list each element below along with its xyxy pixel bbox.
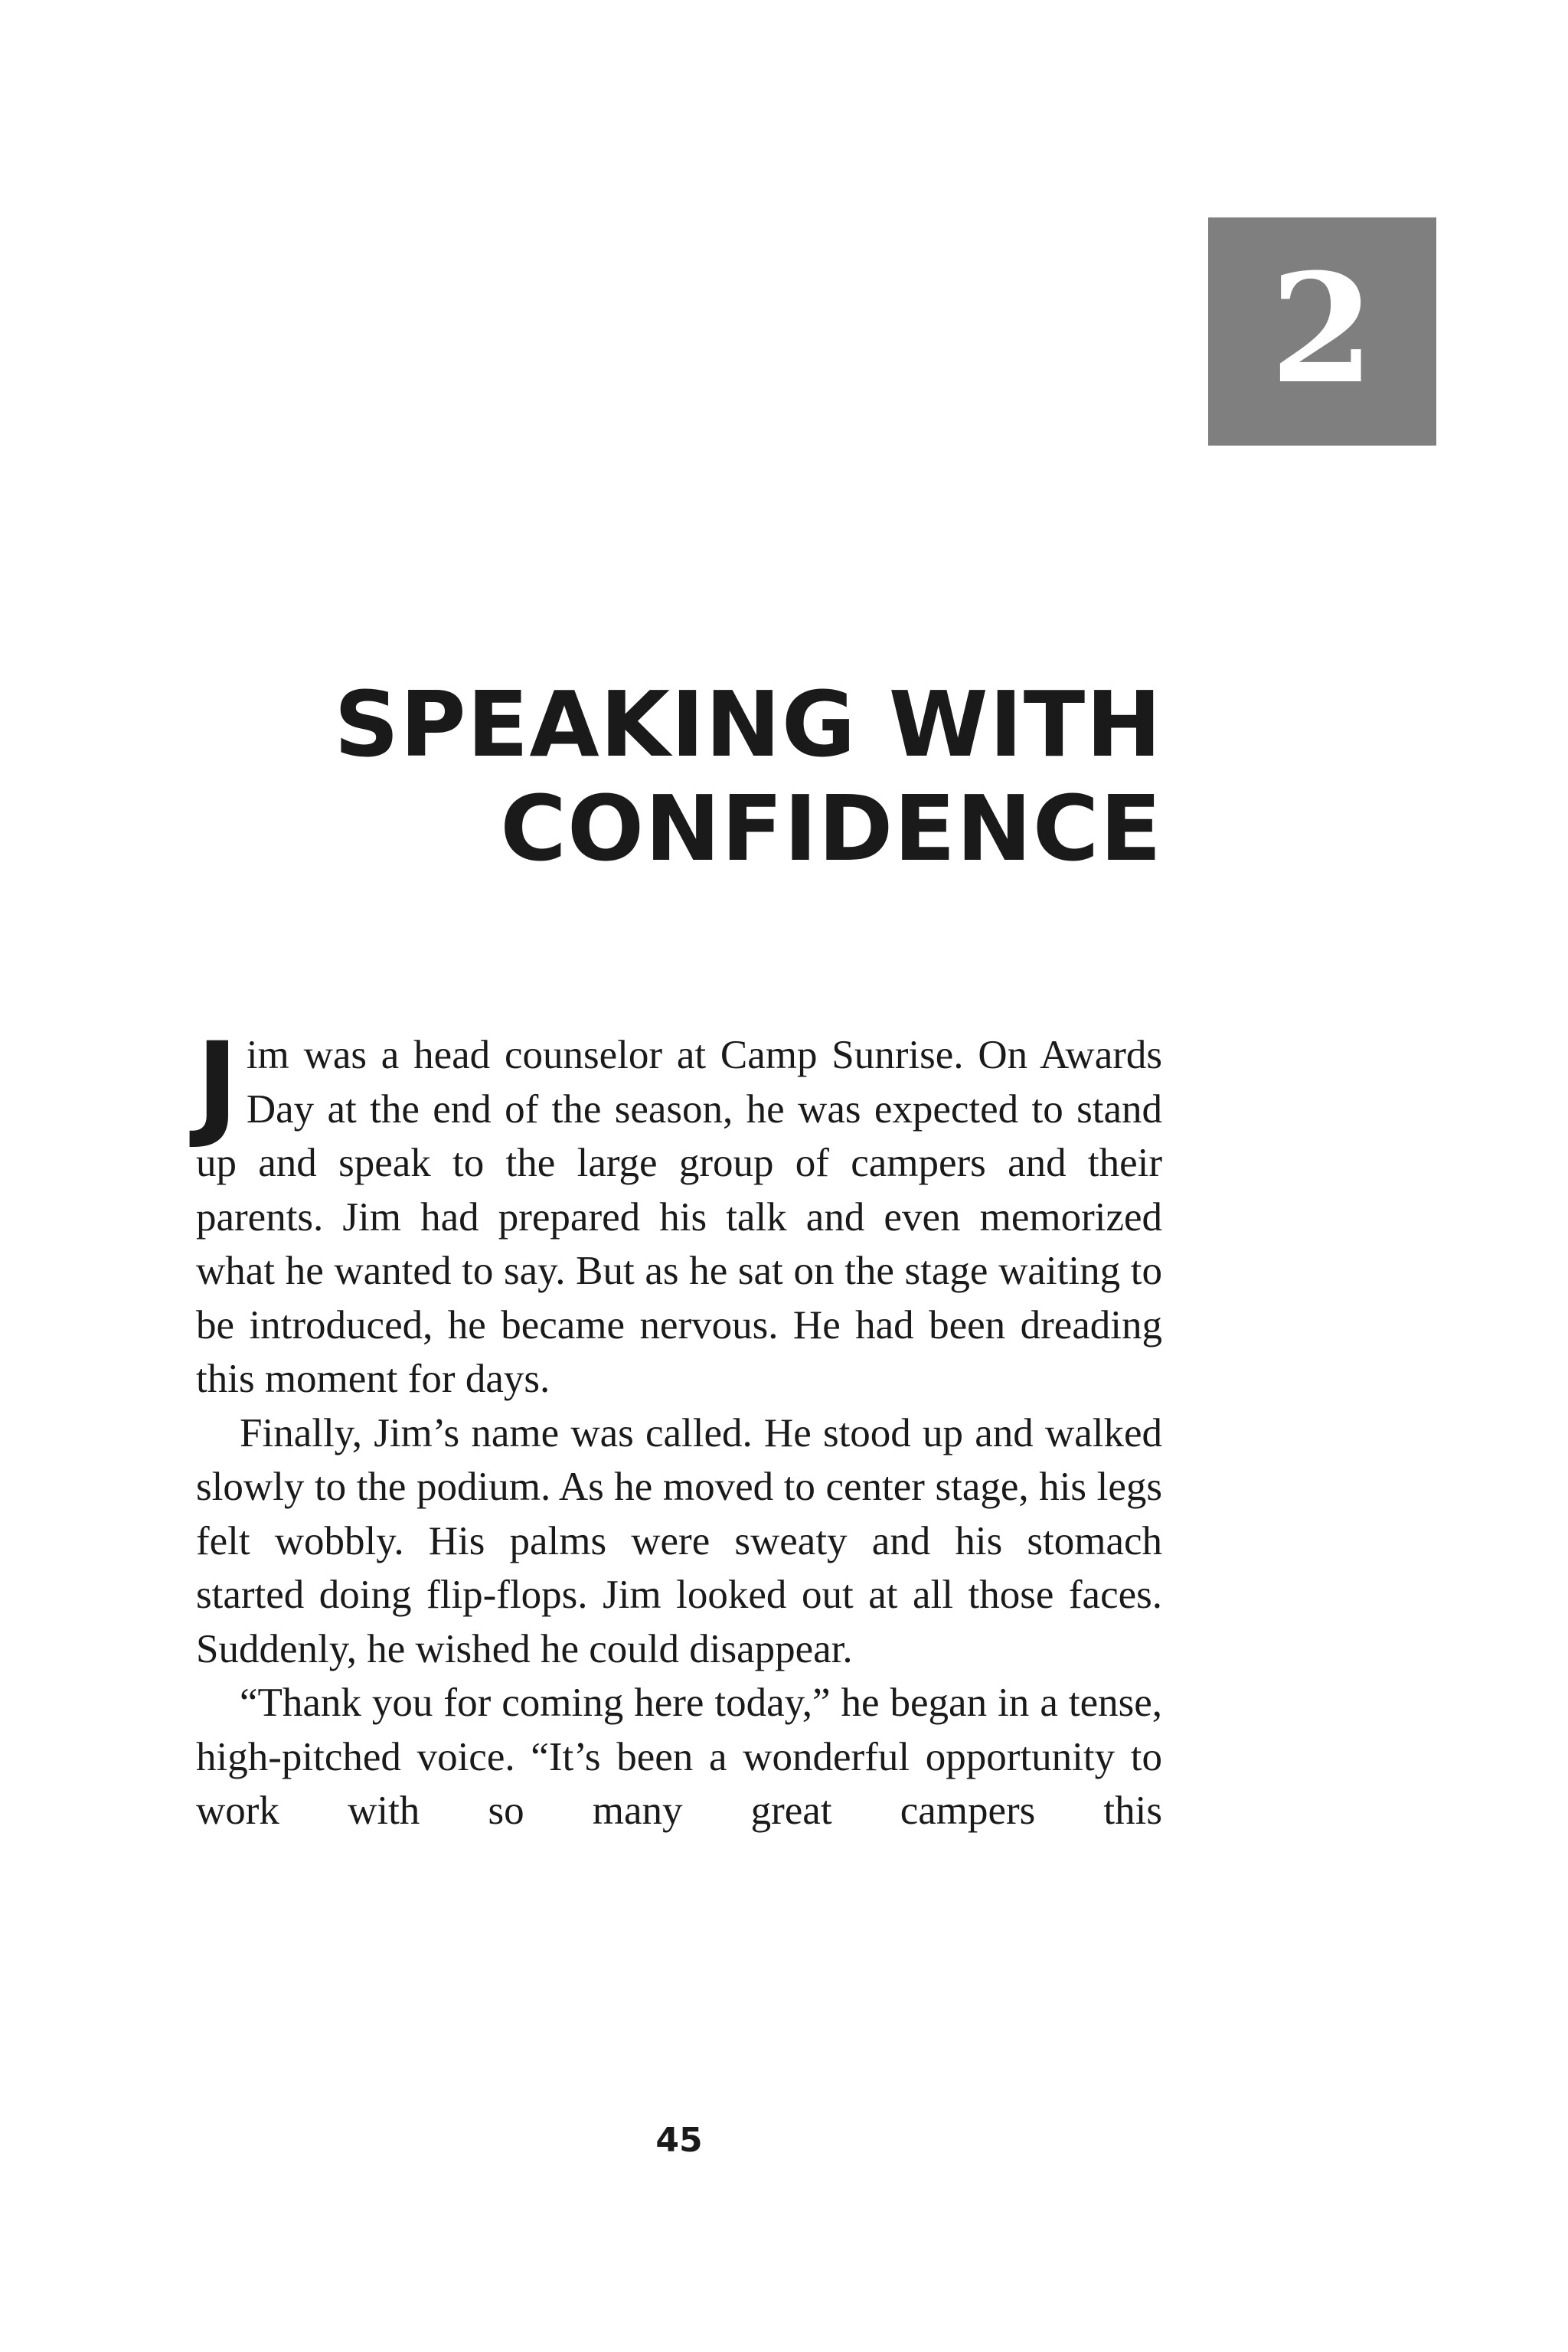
page-number: 45 (655, 2121, 703, 2160)
paragraph-1-text: im was a head counselor at Camp Sunrise. On Awards Day at the end of the season, he was expected to stand up and speak to the large group of campers and their parents. Jim had prepared his talk and even memorized what he wanted to say. But as he sat on the stage waiting to be introduced, he became nervous. He had been dreading this moment for days. (196, 1033, 1162, 1401)
body-text (196, 1018, 1162, 1838)
paragraph-3: “Thank you for coming here today,” he began in a tense, high-pitched voice. “It’s been a wonderful opportunity to work with so many great campers this (196, 1681, 1162, 1833)
chapter-title-line-2: CONFIDENCE (500, 776, 1162, 881)
paragraph-2: Finally, Jim’s name was called. He stood up and walked slowly to the podium. As he moved to center stage, his legs felt wobbly. His palms were sweaty and his stomach started doing flip-flops. Jim looked out at all those faces. Suddenly, he wished he could disappear. (196, 1410, 1162, 1671)
drop-cap: J (196, 1018, 239, 1152)
chapter-title-line-1: SPEAKING WITH (334, 671, 1162, 777)
chapter-number-box (1208, 217, 1436, 446)
chapter-title (167, 672, 1162, 880)
chapter-number: 2 (1269, 241, 1375, 417)
paragraph-1 (196, 1018, 1162, 1406)
